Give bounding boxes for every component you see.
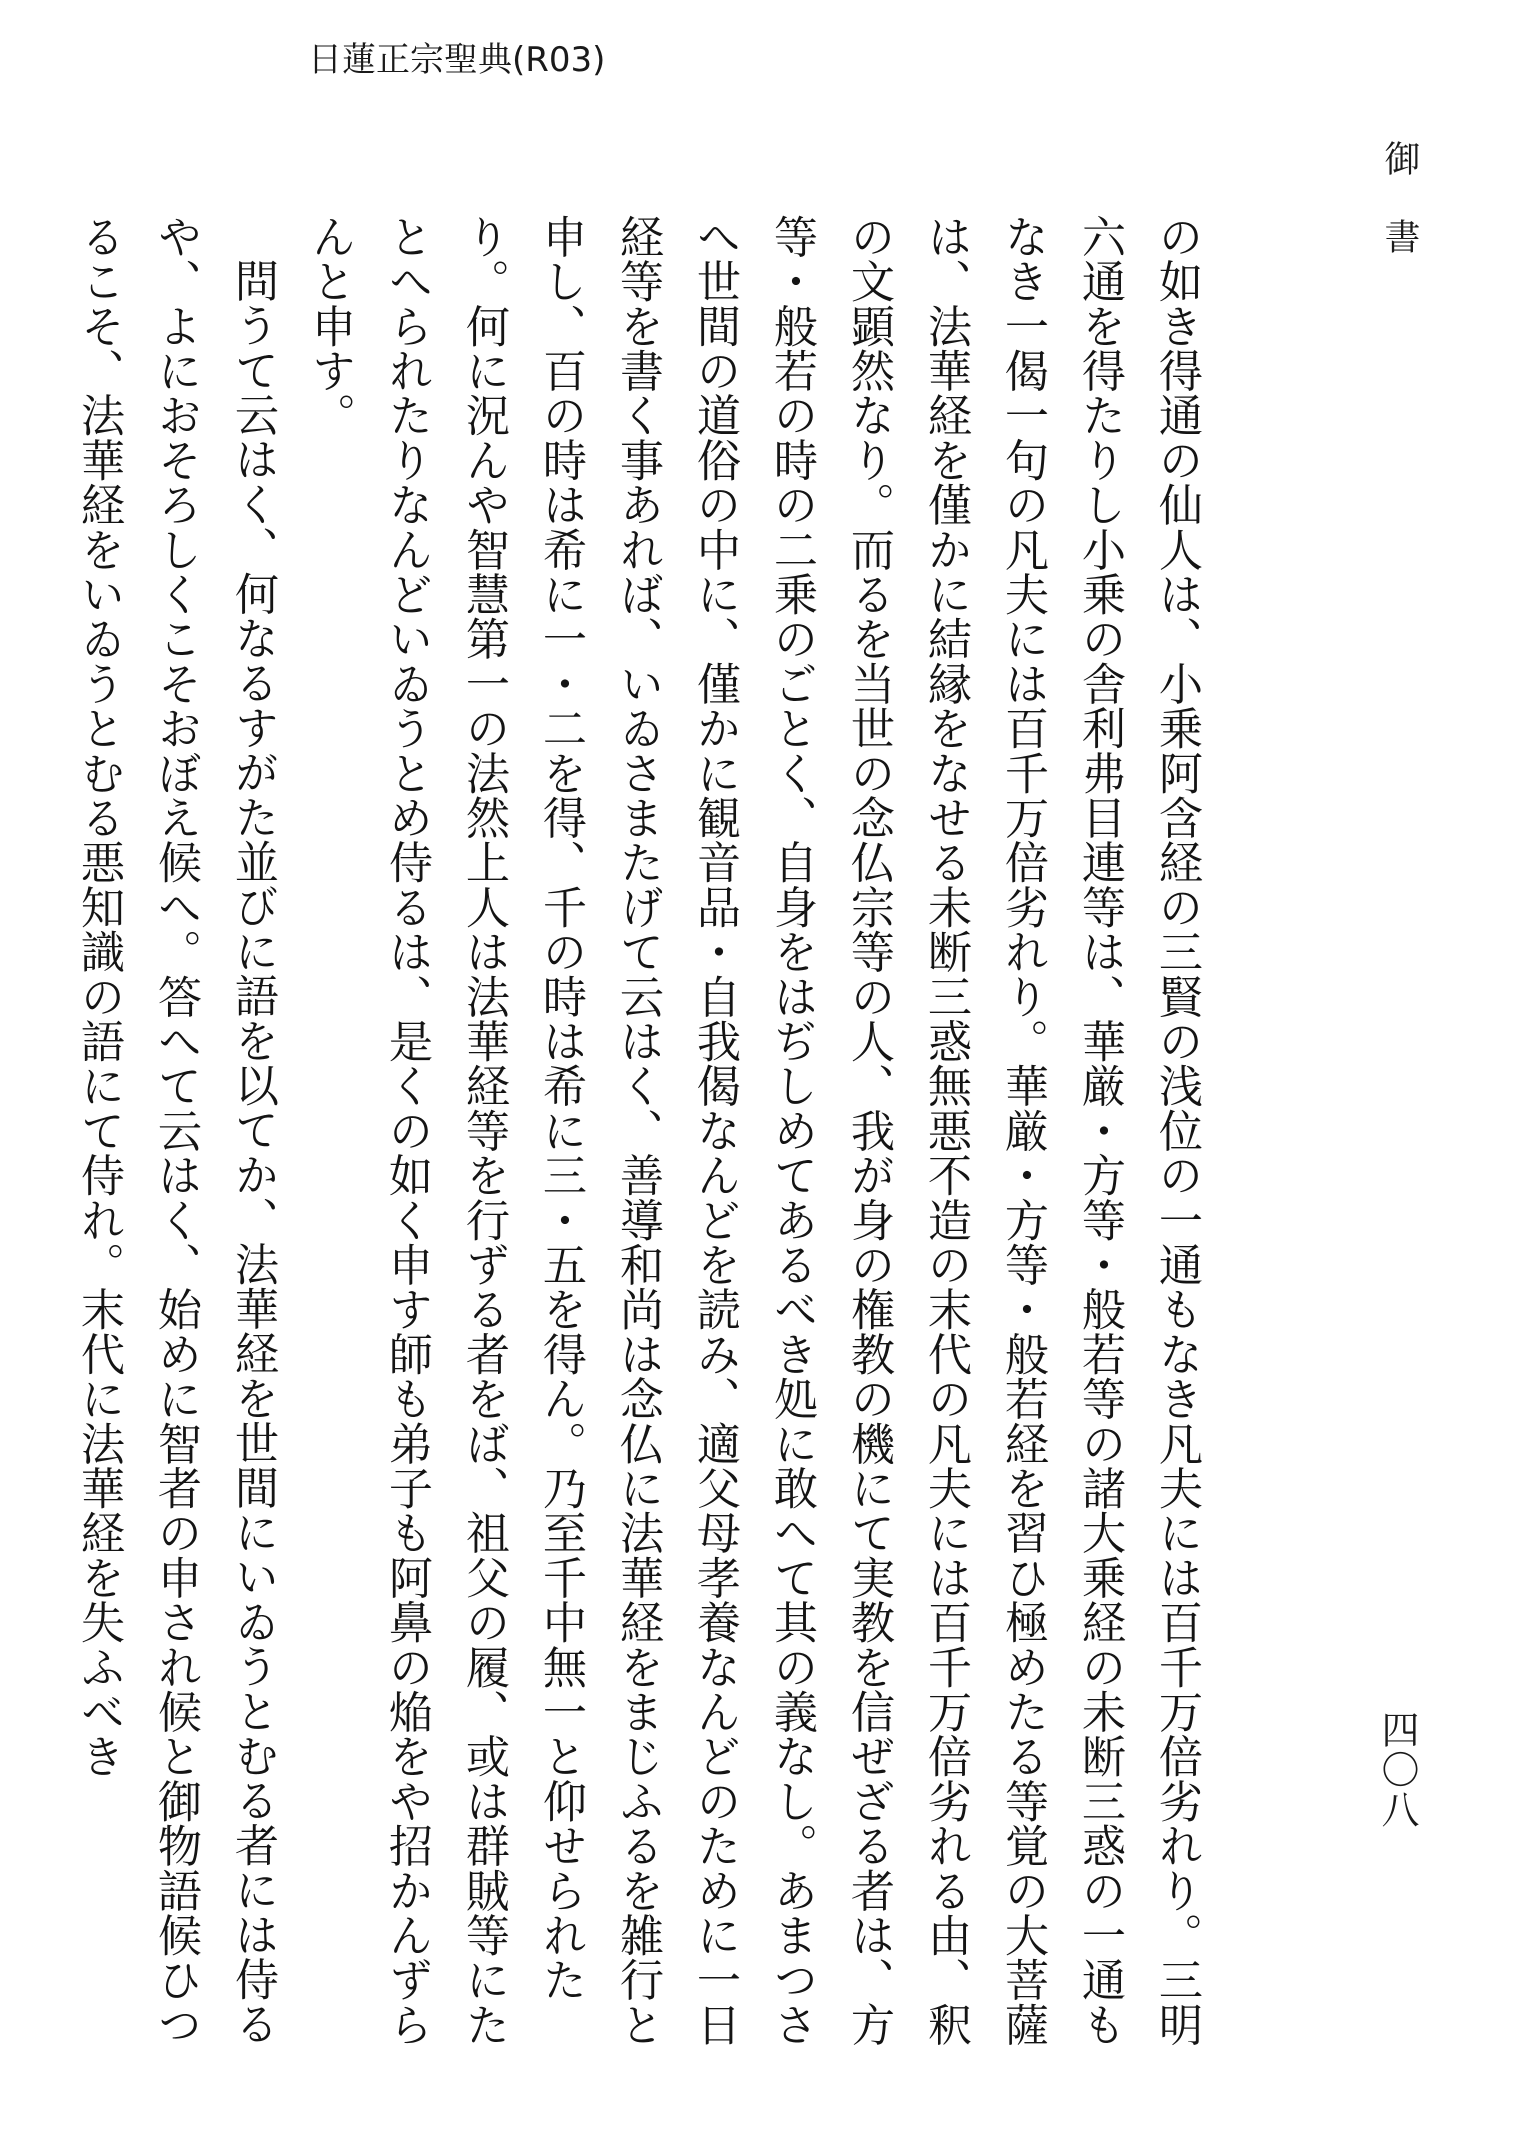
page-number: 四〇八: [1375, 1710, 1419, 1830]
paragraph: の如き得通の仙人は、小乗阿含経の三賢の浅位の一通もなき凡夫には百千万倍劣れり。三明六通を得たりし小乗の舎利弗目連等は、華厳・方等・般若等の諸大乗経の未断三惑の一通もなき一偈一句の凡夫には百千万倍劣れり。華厳・方等・般若経を習ひ極めたる等覚の大菩薩は、法華経を僅かに結縁をなせる未断三惑無悪不造の末代の凡夫には百千万倍劣れる由、釈の文顕然なり。而るを当世の念仏宗等の人、我が身の権教の機にて実教を信ぜざる者は、方等・般若の時の二乗のごとく、自身をはぢしめてあるべき処に敢へて其の義なし。あまつさへ世間の道俗の中に、僅かに観音品・自我偈なんどを読み、適父母孝養なんどのために一日経等を書く事あれば、いゐさまたげて云はく、善導和尚は念仏に法華経をまじふるを雑行と申し、百の時は希に一・二を得、千の時は希に三・五を得ん。乃至千中無一と仰せられたり。何に況んや智慧第一の法然上人は法華経等を行ずる者をば、祖父の履、或は群賊等にたとへられたりなんどいゐうとめ侍るは、是くの如く申す師も弟子も阿鼻の焔をや招かんずらんと申す。: [304, 214, 1202, 2047]
paragraph: 問うて云はく、何なるすがた並びに語を以てか、法華経を世間にいゐうとむる者には侍るや、よにおそろしくこそおぼえ候へ。答へて云はく、始めに智者の申され候と御物語候ひつるこそ、法華経をいゐうとむる悪知識の語にて侍れ。末代に法華経を失ふべき: [73, 214, 278, 2047]
body-text: [73, 214, 1215, 2084]
document-header: 日蓮正宗聖典(R03): [308, 40, 606, 80]
running-head: 御書: [1379, 140, 1420, 296]
